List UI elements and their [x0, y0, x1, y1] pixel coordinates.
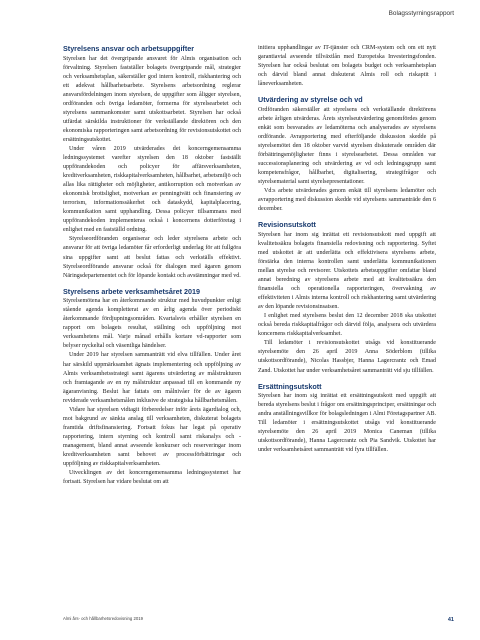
- footer-publication: Almi års- och hållbarhetsredovisning 2019: [63, 616, 144, 621]
- paragraph: Styrelseordföranden organiserar och leder styrelsens arbete och ansvarar för att övriga ledamöter får erforderligt underlag för att fullgöra sina uppgifter samt att beslut fattas och verkställs effektivt. Styrelseordförande ansvarar också för dialogen med ägaren genom Näringsdepartementet och för löpande kontakt och avstämningar med vd.: [63, 236, 241, 279]
- right-column: [258, 44, 436, 559]
- section-heading-evaluation: Utvärdering av styrelse och vd: [258, 95, 363, 105]
- paragraph: Vd:s arbete utvärderades genom enkät till styrelsens ledamöter och avrapportering med diskussion skedde vid styrelsens sammanträde den 6 december.: [258, 188, 436, 213]
- section-heading-remuneration-committee: Ersättningsutskott: [258, 381, 322, 391]
- paragraph: Vidare har styrelsen vidtagit förberedelser inför årets ägardialog och, mot bakgrund av sänkta anslag till verksamheten, diskuterat bolagets framtida driftsfinansiering. Fortsatt fokus har legat på operativ rapportering, intern styrning och kontroll samt riskanalys och -management, bland annat avseende konkurser och reserveringar inom kreditverksamheten samt behovet av processförbättringar och uppföljning av riskkapitalverksamheten.: [63, 406, 241, 468]
- paragraph: Under våren 2019 utvärderades det koncerngemensamma ledningssystemet varefter styrelsen den 18 oktober fastställt uppförandekoden och policyer för affärsverksamheten, kreditverksamheten, riskkapitalverksamheten, hållbarhet, arbetsmiljö och allas lika rättigheter och möjligheter, antikorruption och motverkan av ekonomisk brottslighet, motverkan av penningtvätt och finansiering av terrorism, informationssäkerhet och dataskydd, kapitalplacering, kommunikation samt upphandling. Dessa policyer tillsammans med uppförandekoden implementeras också i koncernens dotterföretag i enlighet med en fastställd ordning.: [63, 145, 241, 234]
- paragraph: Styrelsen har inom sig inrättat ett ersättningsutskott med uppgift att bereda styrelsens beslut i frågor om ersättningsprinciper, ersättningar och andra anställningsvillkor för bolagsledningen i Almi Företagspartner AB. Till ledamöter i ersättningsutskottet utsågs vid konstituerande styrelsemöte den 26 april 2019 Monica Caneman (tillika utskottsordförande), Hanna Lagercrantz och Pia Sandvik. Utskottet har under verksamhetsåret sammanträtt vid fyra tillfällen.: [258, 393, 436, 454]
- section-heading-board-responsibilities: Styrelsens ansvar och arbetsuppgifter: [63, 44, 195, 53]
- paragraph: Styrelsemötena har en återkommande struktur med huvudpunkter enligt stående agenda kompletterat av en årlig agenda över periodiskt återkommande fördjupningsområden. Kvartalsvis erhåller styrelsen en rapport om bolagets resultat, ställning och uppföljning mot verksamhetens mål. Varje månad erhålls kortare vd-rapporter som belyser nyckeltal och väsentliga händelser.: [63, 298, 241, 350]
- paragraph: Utvecklingen av det koncerngemensamma ledningssystemet har fortsatt. Styrelsen har vidare beslutat om att: [63, 470, 241, 486]
- paragraph: initiera upphandlingar av IT-tjänster och CRM-system och om ett nytt garantiavtal avseende tillväxtlån med Europeiska Investeringsfonden. Styrelsen har också beslutat om bolagets budget och verksamhetsplan och därvid bland annat diskuterat Almis roll och riskaptit i låneverksamheten.: [258, 45, 436, 88]
- section-heading-board-work-2019: Styrelsens arbete verksamhetsåret 2019: [63, 286, 201, 296]
- paragraph: Styrelsen har inom sig inrättat ett revisionsutskott med uppgift att kvalitetssäkra bolagets finansiella redovisning och rapportering. Syftet med utskottet är att underlätta och effektivisera styrelsens arbete, förstärka den interna kontrollen samt underlätta kommunikationen mellan styrelse och revisorer. Utskottets arbetsuppgifter omfattar bland annat beredning av styrelsens arbete med att kvalitetssäkra den finansiella och operationella rapporteringen, övervakning av effektiviteten i Almis interna kontroll och riskhantering samt utvärdering av den löpande revisionsinsatsen.: [258, 231, 436, 311]
- paragraph: Ordföranden säkerställer att styrelsens och verkställande direktörens arbete årligen utvärderas. Årets styrelseutvärdering genomfördes genom enkät som besvarades av ledamöterna och analyserades av styrelsens ordförande. Avrapportering med efterföljande diskussion skedde på styrelsemötet den 18 oktober varvid styrelsen diskuterade områden där förbättringsmöjligheter finns i styrelsearbetet. Dessa områden var successionsplanering och utvärdering av vd och ledningsgrupp samt kompetensfrågor, hållbarhet, digitalisering, strategifrågor och styrelsematerial samt styrelsepresentationer.: [258, 106, 436, 186]
- running-header: Bolagsstyrningsrapport: [388, 10, 454, 17]
- paragraph: Under 2019 har styrelsen sammanträtt vid elva tillfällen. Under året har särskild uppmärksamhet ägnats implementering och uppföljning av Almis verksamhetsstrategi samt ägarens utvärdering av målstrukturen och framtagande av en ny målstruktur anpassad till en kommande ny ägaranvisning. Beslut har fattats om målnivåer för de av ägaren reviderade verksamhetsmålen inklusive de strategiska hållbarhetsmålen.: [63, 352, 241, 404]
- paragraph: Till ledamöter i revisionsutskottet utsågs vid konstituerande styrelsemöte den 26 april 2019 Anna Söderblom (tillika utskottsordförande), Nicolas Hassbjer, Hanna Lagercrantz och Emad Zand. Utskottet har under verksamhetsåret sammanträtt vid sju tillfällen.: [258, 340, 436, 374]
- page-number: 41: [447, 617, 454, 623]
- section-heading-audit-committee: Revisionsutskott: [258, 220, 316, 230]
- paragraph: I enlighet med styrelsens beslut den 12 december 2018 ska utskottet också bereda riskkapitalfrågor och därvid följa, analysera och utvärdera koncernens riskkapitalverksamhet.: [258, 313, 436, 338]
- paragraph: Styrelsen har det övergripande ansvaret för Almis organisation och förvaltning. Styrelsen fastställer bolagets övergripande mål, strategier och verksamhetsplan, säkerställer god intern kontroll, riskhantering och ett adekvat hållbarhetsarbete. Styrelsens arbetsordning reglerar ansvarsfördelningen inom styrelsen, de uppgifter som åligger styrelsen, ordföranden och övriga ledamöter, formerna för styrelsearbetet och styrelsens sammankomster samt utskottsarbetet. Styrelsen har också utfärdat särskilda instruktioner för verkställande direktören och den ekonomiska rapporteringen samt arbetsordning för revisionsutskottet och ersättningsutskottet.: [63, 55, 241, 143]
- left-column: [63, 44, 241, 602]
